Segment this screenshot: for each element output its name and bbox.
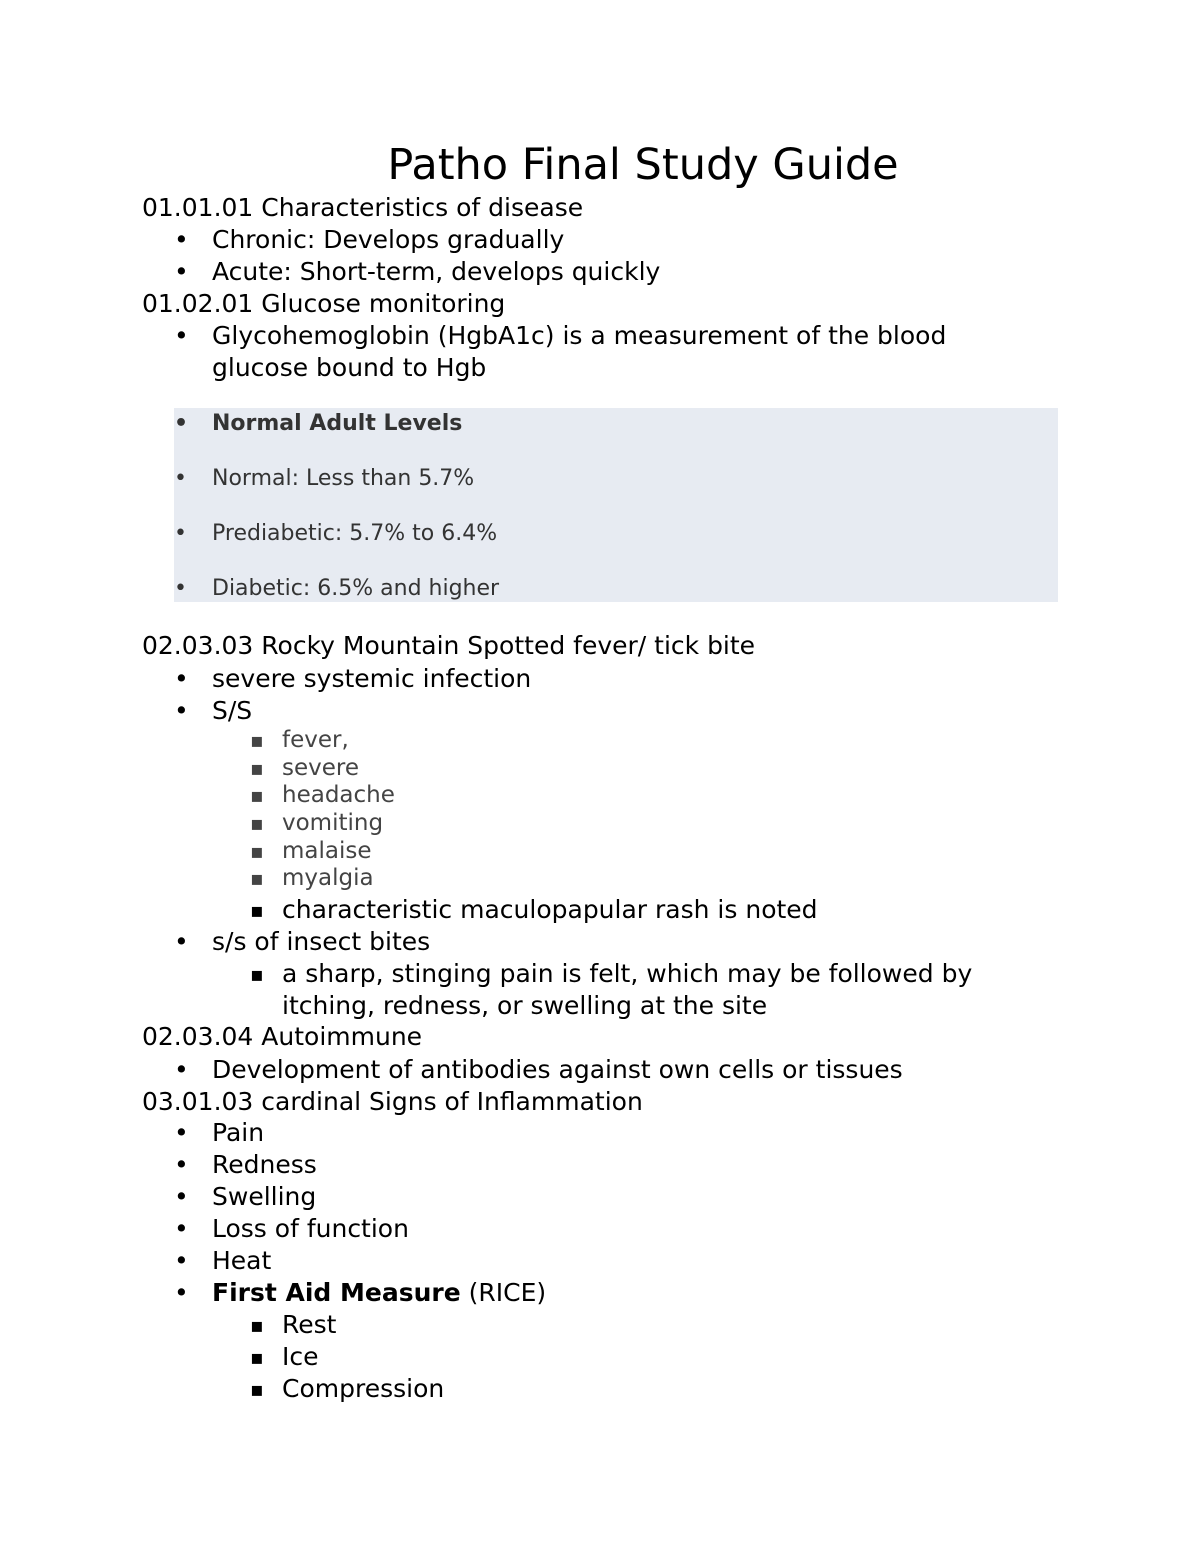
sub-list-item: ▪ headache — [282, 781, 395, 809]
sub-list-item: ▪ Ice — [282, 1341, 319, 1373]
box-item: • Prediabetic: 5.7% to 6.4% — [212, 519, 497, 549]
list-item: • Development of antibodies against own cells or tissues — [212, 1054, 903, 1086]
sub-list-item: ▪ severe — [282, 754, 359, 782]
box-item: • Normal: Less than 5.7% — [212, 464, 474, 494]
section-heading-autoimmune: 02.03.04 Autoimmune — [142, 1022, 423, 1051]
sub-list-item: ▪ Rest — [282, 1309, 336, 1341]
box-item: • Diabetic: 6.5% and higher — [212, 574, 499, 604]
list-item-continuation: glucose bound to Hgb — [212, 353, 487, 382]
sub-list-item: ▪ myalgia — [282, 864, 374, 892]
box-title: • Normal Adult Levels — [212, 409, 462, 439]
list-item: • s/s of insect bites — [212, 926, 430, 958]
list-item: • Pain — [212, 1117, 264, 1149]
sub-list-item: ▪ Compression — [282, 1373, 444, 1405]
section-heading-rocky-mountain: 02.03.03 Rocky Mountain Spotted fever/ tick bite — [142, 631, 756, 660]
list-item: • Chronic: Develops gradually — [212, 224, 564, 256]
section-heading-inflammation: 03.01.03 cardinal Signs of Inflammation — [142, 1087, 643, 1116]
list-item: • Swelling — [212, 1181, 316, 1213]
list-item: • Glycohemoglobin (HgbA1c) is a measurement of the blood — [212, 320, 946, 352]
list-item: • Loss of function — [212, 1213, 409, 1245]
sub-list-item: ▪ characteristic maculopapular rash is noted — [282, 894, 818, 926]
list-item-first-aid — [212, 1277, 546, 1309]
list-item: • Heat — [212, 1245, 271, 1277]
page-title: Patho Final Study Guide — [387, 140, 899, 190]
list-item: • Redness — [212, 1149, 317, 1181]
section-heading-glucose: 01.02.01 Glucose monitoring — [142, 289, 506, 318]
sub-list-item: ▪ vomiting — [282, 809, 383, 837]
sub-list-item: ▪ malaise — [282, 837, 372, 865]
section-heading-characteristics: 01.01.01 Characteristics of disease — [142, 193, 584, 222]
sub-list-item: ▪ fever, — [282, 726, 349, 754]
first-aid-acronym: (RICE) — [460, 1278, 547, 1307]
sub-list-item: ▪ a sharp, stinging pain is felt, which may be followed by — [282, 958, 972, 990]
list-item: • severe systemic infection — [212, 663, 531, 695]
list-item: • Acute: Short-term, develops quickly — [212, 256, 660, 288]
sub-list-item-continuation: itching, redness, or swelling at the site — [282, 991, 768, 1020]
first-aid-label: First Aid Measure — [212, 1278, 461, 1307]
list-item: • S/S — [212, 695, 252, 727]
